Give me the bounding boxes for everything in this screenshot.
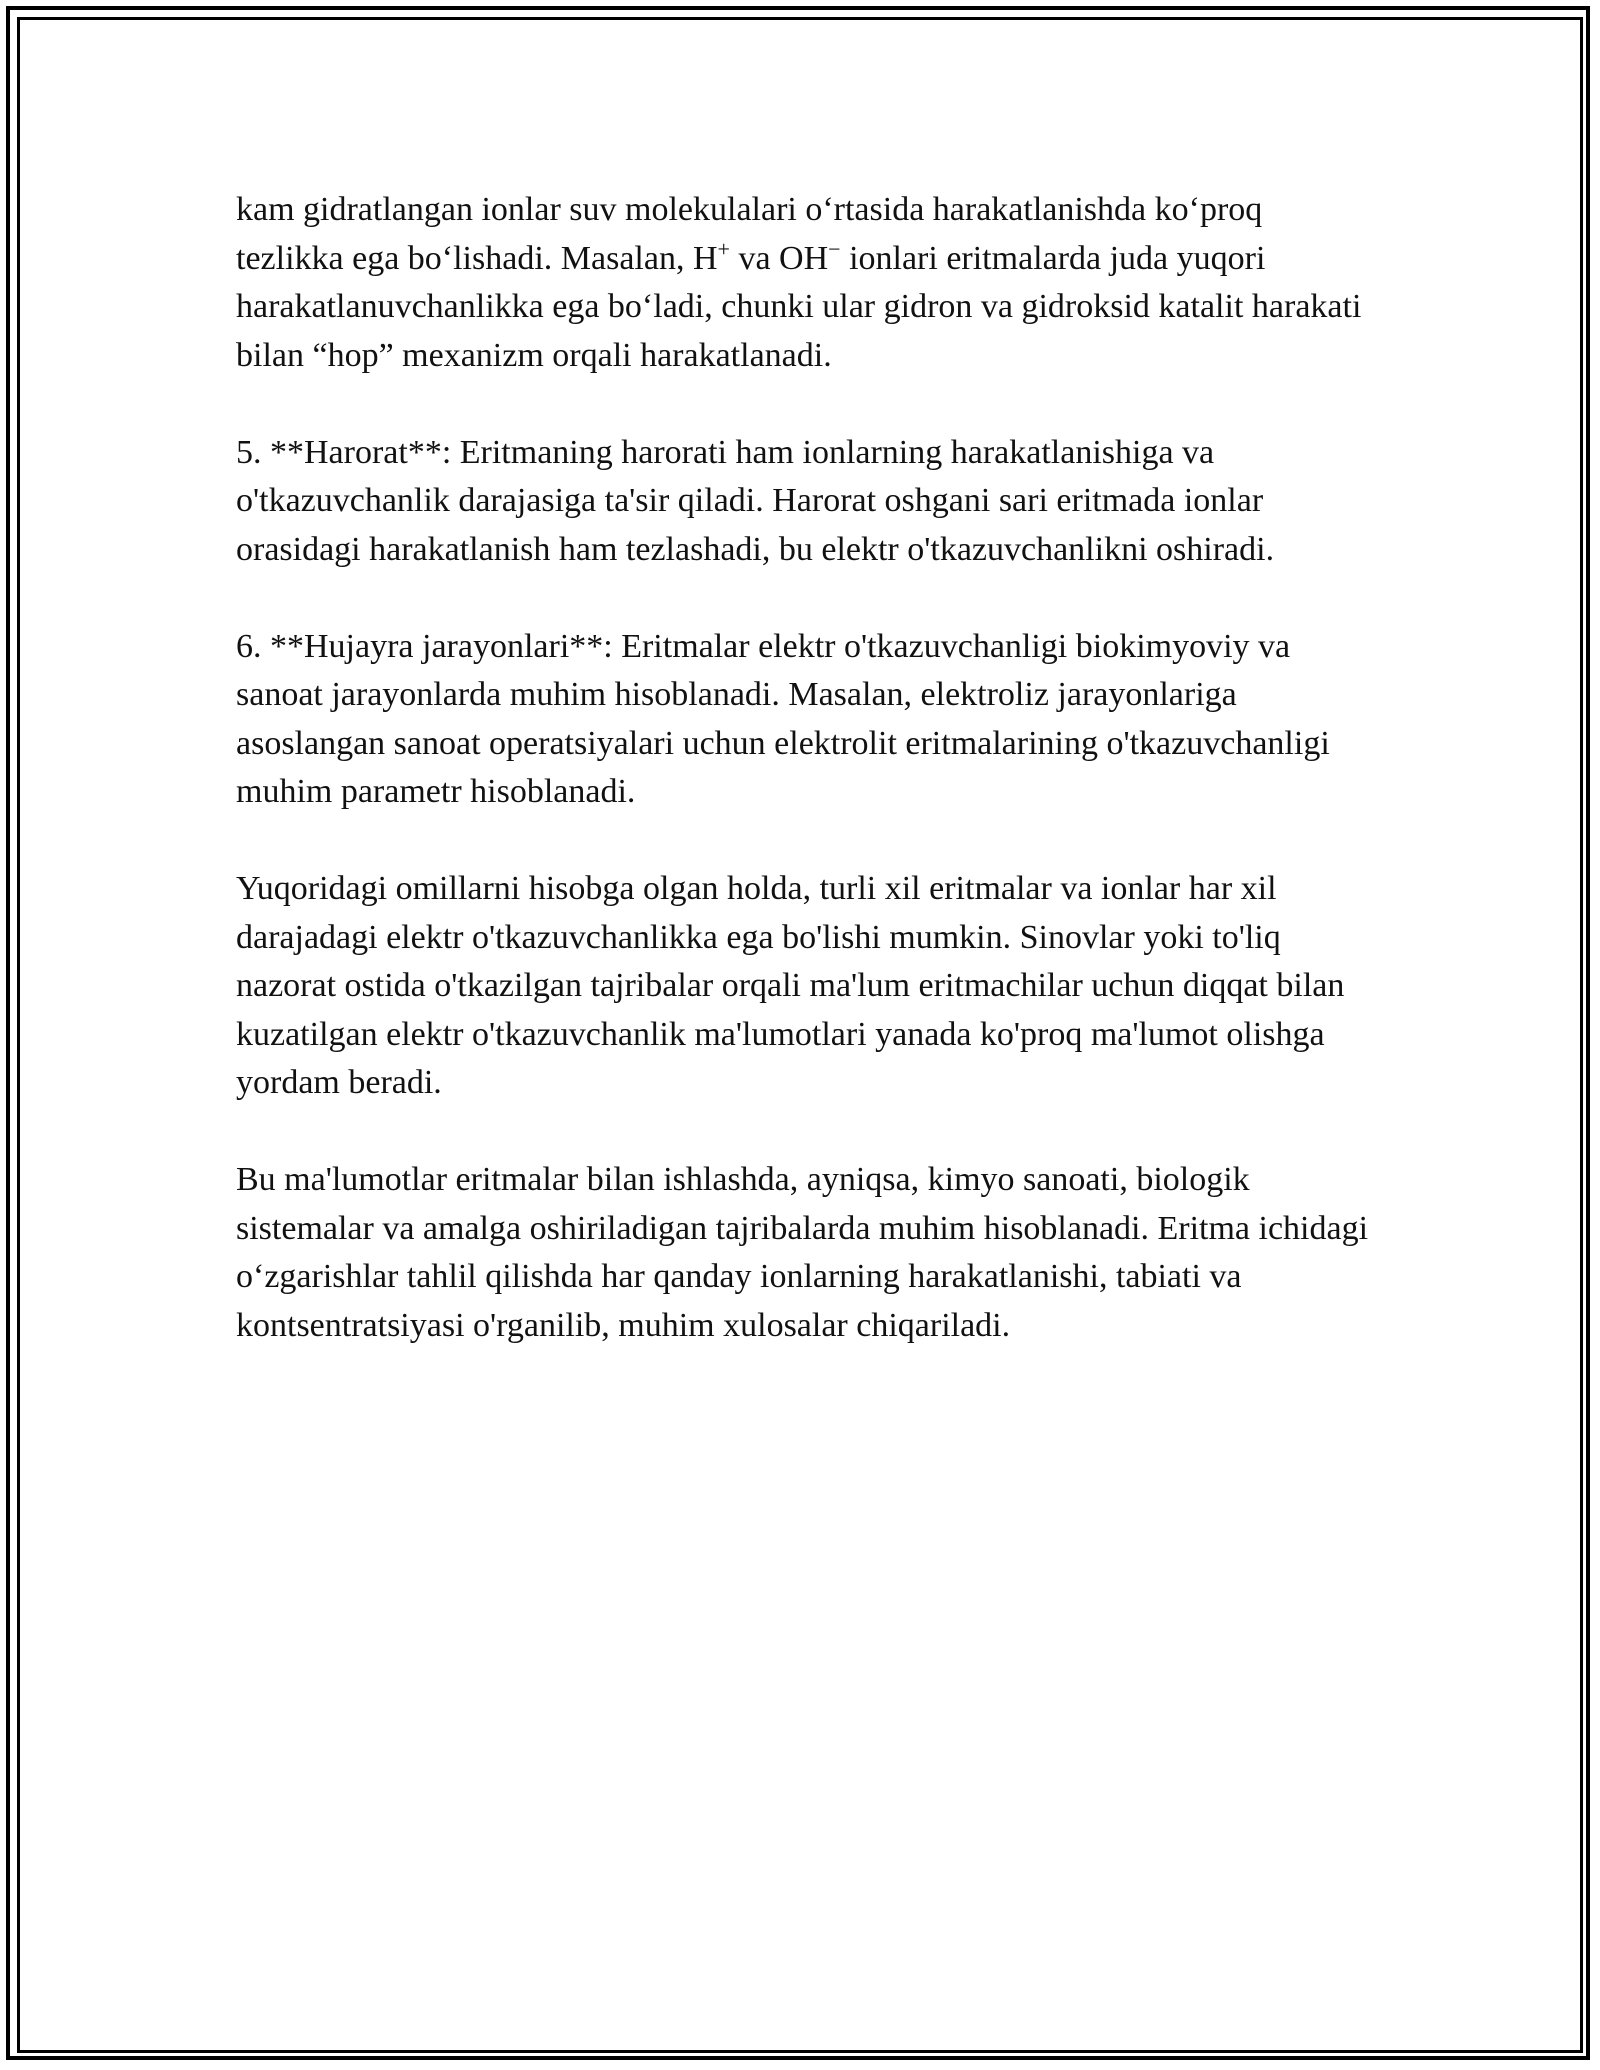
paragraph-factors-summary: Yuqoridagi omillarni hisobga olgan holda, turli xil eritmalar va ionlar har xil darajadagi elektr o'tkazuvchanlikka ega bo'lishi mumkin. Sinovlar yoki to'liq nazorat ostida o'tkazilgan tajribalar orqali ma'lum eritmachilar uchun diqqat bilan kuzatilgan elektr o'tkazuvchanlik ma'lumotlari yanada ko'proq ma'lumot olishga yordam beradi. xyxy=(236,870,1345,1101)
paragraph-conclusion: Bu ma'lumotlar eritmalar bilan ishlashda, ayniqsa, kimyo sanoati, biologik sistemalar va amalga oshiriladigan tajribalarda muhim hisoblanadi. Eritma ichidagi o‘zgarishlar tahlil qilishda har qanday ionlarning harakatlanishi, tabiati va kontsentratsiyasi o'rganilib, muhim xulosalar chiqariladi. xyxy=(236,1161,1369,1344)
superscript-minus: − xyxy=(828,236,841,262)
paragraph-temperature: 5. **Harorat**: Eritmaning harorati ham ionlarning harakatlanishiga va o'tkazuvchanlik darajasiga ta'sir qiladi. Harorat oshgani sari eritmada ionlar orasidagi harakatlanish ham tezlashadi, bu elektr o'tkazuvchanlikni oshiradi. xyxy=(236,433,1275,568)
paragraph-text: va OH xyxy=(729,239,829,277)
superscript-plus: + xyxy=(717,236,730,262)
paragraph-text: ionlari eritmalarda juda yuqori harakatlanuvchanlikka ega bo‘ladi, chunki ular gidron va gidroksid katalit harakati bilan “hop” mexanizm orqali harakatlanadi. xyxy=(236,239,1370,374)
paragraph-text: kam gidratlangan ionlar suv molekulalari o‘rtasida harakatlanishda ko‘proq tezlikka ega bo‘lishadi. Masalan, H xyxy=(236,191,1271,277)
document-body xyxy=(236,186,1376,1399)
paragraph-cell-processes: 6. **Hujayra jarayonlari**: Eritmalar elektr o'tkazuvchanligi biokimyoviy va sanoat jarayonlarda muhim hisoblanadi. Masalan, elektroliz jarayonlariga asoslangan sanoat operatsiyalari uchun elektrolit eritmalarining o'tkazuvchanligi muhim parametr hisoblanadi. xyxy=(236,627,1330,810)
paragraph-ion-mobility xyxy=(236,186,1376,380)
